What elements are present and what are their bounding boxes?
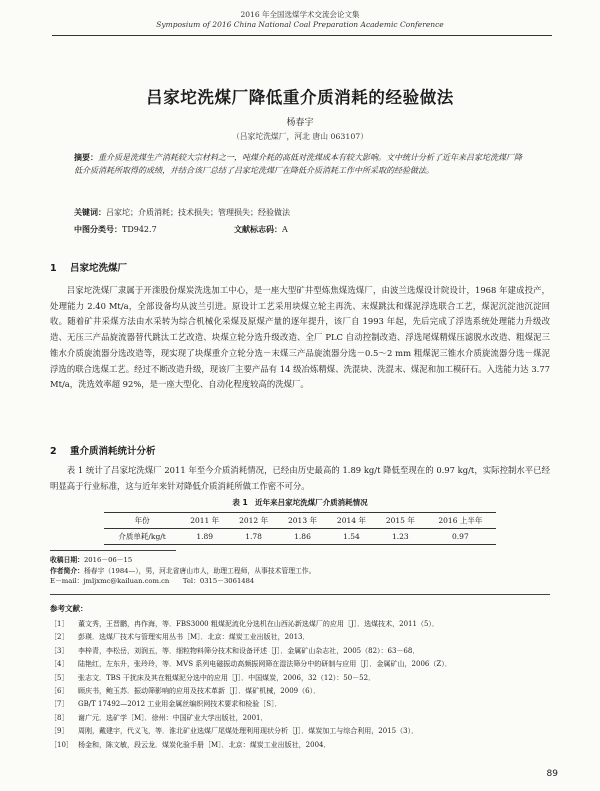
table-1 [104, 512, 496, 545]
reference-text: 董文秀，王晋鹏，冉作海，等．FBS3000 粗煤泥流化分选机在山西沁新选煤厂的应用［J］．选煤技术，2011（5）． [78, 620, 439, 628]
reference-index: ［9］ [50, 727, 69, 736]
reference-index: ［2］ [50, 633, 69, 642]
reference-item [50, 645, 550, 658]
abstract [74, 151, 529, 178]
doc-code [234, 224, 288, 235]
table-header-cell: 2013 年 [278, 513, 327, 529]
references-heading: 参考文献： [50, 604, 88, 613]
footnote-rule [50, 550, 176, 551]
table-header-cell: 2011 年 [180, 513, 229, 529]
reference-text: 杨金和，陈文敏，段云龙．煤炭化验手册［M］．北京：煤炭工业出版社，2004． [78, 740, 331, 749]
table-header-row [104, 513, 496, 529]
received-label: 收稿日期： [50, 556, 84, 564]
reference-text: 彭瑛．选煤厂技术与管理实用丛书［M］．北京：煤炭工业出版社，2013． [78, 633, 310, 642]
section-2-number: 2 [50, 446, 57, 457]
section-2-title: 重介质消耗统计分析 [70, 446, 156, 457]
section-1-body: 吕家坨洗煤厂隶属于开滦股份煤炭洗选加工中心，是一座大型矿井型炼焦煤选煤厂，由波兰选煤设计院设计，1968 年建成投产，处理能力 2.40 Mt/a，全部设备均从波兰引进。原设计工艺采用块煤立轮主再洗、末煤跳汰和煤泥浮选联合工艺，煤泥沉淀池沉淀回收。随着矿井采煤方法由水采转为综合机械化采煤及原煤产量的逐年提升，该厂自 1993 年起，先后完成了浮选系统处理能力升级改造、无压三产品旋流器替代跳汰工艺改造、块煤立轮分选升级改造、全厂 PLC 自动控制改造、浮选尾煤精煤压滤脱水改造、粗煤泥三锥水介质旋流器分选改造等，现实现了块煤重介立轮分选－末煤三产品旋流器分选－0.5～2 mm 粗煤泥三锥水介质旋流器分选－煤泥浮选的联合选煤工艺。经过不断改造升级，现该厂主要产品有 14 级冶炼精煤、洗混块、洗混末、煤泥和加工模矸石。入选能力达 3.77 Mt/a，洗选效率超 92%，是一座大型化、自动化程度较高的洗煤厂。 [50, 285, 550, 390]
table-header-cell: 2016 上半年 [425, 513, 496, 529]
reference-index: ［7］ [50, 700, 69, 709]
table-header-cell: 2014 年 [327, 513, 376, 529]
reference-text: 陆艳红，左东升，张玲玲，等．MVS 系列电磁振动高频振网筛在湿法筛分中的研制与应用［J］．金属矿山，2006（Z）． [78, 660, 452, 669]
reference-index: ［8］ [50, 713, 69, 722]
reference-index: ［10］ [50, 740, 73, 749]
footnote-bio [50, 566, 550, 577]
reference-text: 谢广元．选矿学［M］．徐州：中国矿业大学出版社，2001． [78, 713, 268, 722]
bio-label: 作者简介： [50, 566, 84, 575]
reference-text: 张志文．TBS 干扰床及其在粗煤泥分选中的应用［J］．中国煤炭，2006，32（12）：50－52． [78, 673, 376, 682]
reference-item [50, 712, 550, 725]
table-row [104, 529, 496, 545]
table-header-cell: 2012 年 [229, 513, 278, 529]
table-header-cell: 年份 [104, 513, 180, 529]
running-head [0, 10, 600, 30]
table-header-cell: 2015 年 [376, 513, 425, 529]
reference-text: GB/T 17492—2012 工业用金属丝编织网技术要求和检验［S］． [78, 700, 282, 709]
classification-line [74, 224, 529, 235]
section-2-heading [50, 443, 156, 457]
reference-item [50, 739, 550, 752]
doc-code-value: A [282, 225, 288, 234]
author: 杨春宇 [286, 118, 314, 128]
section-1-title: 吕家坨洗煤厂 [70, 263, 128, 274]
table-1-caption: 表 1 近年来吕家坨洗煤厂介质消耗情况 [232, 498, 368, 507]
section-2-body: 表 1 统计了吕家坨洗煤厂 2011 年至今介质消耗情况，已经由历史最高的 1.89 kg/t 降低至现在的 0.97 kg/t，实际控制水平已经明显高于行业标准，这与近年来针对降低介质消耗所做工作密不可分。 [50, 465, 550, 491]
reference-index: ［1］ [50, 620, 69, 628]
reference-index: ［5］ [50, 673, 69, 682]
reference-text: 周刚，戴建宇，代义飞，等．淮北矿业选煤厂尾煤处理利用现状分析［J］．煤炭加工与综合利用，2015（3）． [78, 727, 419, 736]
table-cell: 0.97 [425, 529, 496, 545]
doc-code-label: 文献标志码： [234, 225, 282, 234]
running-head-en: Symposium of 2016 China National Coal Preparation Academic Conference [156, 20, 444, 29]
table-cell: 1.89 [180, 529, 229, 545]
reference-item [50, 631, 550, 644]
reference-item [50, 698, 550, 711]
reference-item [50, 672, 550, 685]
reference-index: ［4］ [50, 660, 69, 669]
reference-item [50, 725, 550, 738]
abstract-label: 摘要： [74, 153, 98, 162]
table-cell: 介质单耗/kg/t [104, 529, 180, 545]
table-cell: 1.78 [229, 529, 278, 545]
keywords [74, 207, 529, 218]
header-rule [52, 35, 552, 36]
footnote-received [50, 555, 550, 566]
reference-text: 李梓青，李松岳，刘润五，等．细粒物料筛分技术和设备评述［J］．金属矿山杂志社，2005（82）：63－68． [78, 646, 420, 655]
abstract-text: 重介质是洗煤生产消耗较大宗材料之一，吨煤介耗的高低对洗煤成本有较大影响。文中统计分析了近年来吕家坨洗煤厂降低介质消耗所取得的成绩，并结合该厂总结了吕家坨洗煤厂在降低介质消耗工作中所采取的经验做法。 [74, 153, 522, 176]
bio-text: 杨春宇（1984—），男，河北省唐山市人，助理工程师，从事技术管理工作。 [83, 566, 316, 575]
reference-item [50, 685, 550, 698]
table-cell: 1.54 [327, 529, 376, 545]
reference-list [50, 618, 550, 752]
table-cell: 1.86 [278, 529, 327, 545]
reference-item [50, 618, 550, 631]
references-rule [50, 594, 550, 595]
clc-value: TD942.7 [122, 225, 157, 234]
paper-title: 吕家坨洗煤厂降低重介质消耗的经验做法 [146, 88, 454, 107]
affiliation: （吕家坨洗煤厂，河北 唐山 063107） [231, 132, 369, 141]
footnote-contact: E－mail：jmljxmc@kailuan.com.cn Tel：0315－3061484 [50, 577, 255, 586]
keywords-label: 关键词： [74, 208, 106, 217]
reference-item [50, 658, 550, 671]
page-number: 89 [546, 769, 558, 779]
reference-index: ［3］ [50, 646, 69, 655]
running-head-cn: 2016 年全国选煤学术交流会论文集 [240, 10, 360, 19]
footnote [50, 555, 550, 587]
keywords-text: 吕家坨；介质消耗；技术损失；管理损失；经验做法 [106, 208, 290, 217]
reference-index: ［6］ [50, 687, 69, 696]
received-date: 2016－06－15 [83, 556, 133, 564]
section-1-number: 1 [50, 263, 57, 274]
section-1-heading [50, 260, 127, 274]
reference-text: 顾庆书，鲍玉苏．振动筛影响的应用及技术革新［J］．煤矿机械，2009（6）． [78, 687, 321, 696]
table-cell: 1.23 [376, 529, 425, 545]
clc-label: 中图分类号： [74, 225, 122, 234]
